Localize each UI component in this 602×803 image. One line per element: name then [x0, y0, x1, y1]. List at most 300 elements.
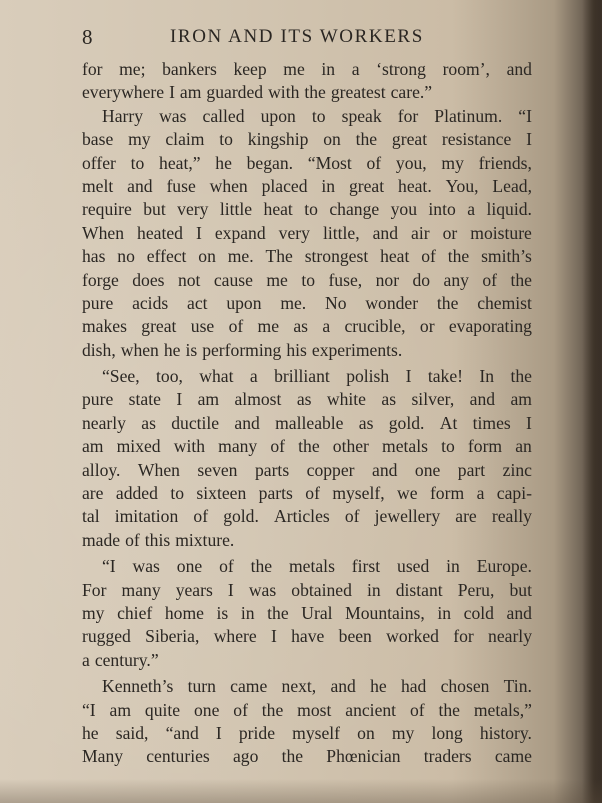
- word: for: [453, 626, 474, 647]
- word: Kenneth’s: [102, 676, 174, 697]
- word: “I: [518, 105, 532, 126]
- word: Mountains,: [345, 602, 425, 623]
- word: very: [177, 199, 209, 220]
- word: in: [321, 175, 336, 196]
- word: No: [325, 292, 347, 313]
- word: capi-: [496, 483, 532, 504]
- word: ago: [232, 746, 259, 767]
- word: am: [82, 436, 104, 457]
- text-line: [82, 152, 532, 175]
- word: chief: [117, 602, 153, 623]
- word: what: [199, 366, 234, 387]
- word: used: [397, 556, 430, 577]
- word: speak: [341, 105, 382, 126]
- word: seven: [197, 459, 238, 480]
- word: gold.: [388, 412, 425, 433]
- word: act: [187, 292, 208, 313]
- word: forge: [82, 269, 119, 290]
- word: imitation: [114, 506, 179, 527]
- word: ductile: [171, 412, 220, 433]
- word: kingship: [247, 129, 309, 150]
- word: me;: [119, 59, 146, 79]
- word: to: [301, 269, 315, 290]
- word: state: [128, 389, 161, 410]
- word: pride: [238, 722, 276, 743]
- word: greatest: [330, 82, 386, 103]
- word: chemist: [477, 292, 532, 313]
- text-line: [82, 315, 532, 338]
- word: the: [510, 366, 532, 387]
- word: as: [296, 389, 312, 410]
- word: keep: [233, 59, 267, 79]
- page-number: 8: [82, 25, 93, 49]
- word: when: [120, 339, 159, 360]
- word: Ural: [301, 602, 333, 623]
- word: to: [304, 199, 318, 220]
- word: At: [439, 412, 458, 433]
- text-line: [82, 339, 532, 362]
- word: am: [109, 699, 132, 720]
- word: mixture.: [175, 529, 235, 550]
- word: to: [219, 129, 233, 150]
- word: said,: [115, 722, 149, 743]
- word: and: [372, 222, 399, 243]
- word: great: [391, 129, 428, 150]
- text-line: [82, 412, 532, 435]
- word: guarded: [206, 82, 264, 103]
- word: and: [469, 389, 496, 410]
- word: my: [441, 152, 464, 173]
- word: silver,: [411, 389, 455, 410]
- word: was: [159, 105, 187, 126]
- word: I: [215, 722, 222, 743]
- text-line: [82, 175, 532, 198]
- word: polish: [346, 366, 390, 387]
- word: the: [281, 746, 304, 767]
- word: called: [202, 105, 245, 126]
- word: great: [348, 175, 385, 196]
- word: In: [479, 366, 495, 387]
- word: Peru,: [457, 579, 495, 600]
- word: with: [173, 436, 206, 457]
- word: claim: [165, 129, 205, 150]
- text-line: [82, 58, 532, 81]
- word: very: [278, 222, 310, 243]
- word: The: [265, 246, 293, 267]
- word: upon: [260, 105, 296, 126]
- word: long: [431, 722, 463, 743]
- word: you,: [395, 152, 427, 173]
- word: offer: [82, 152, 116, 173]
- word: are: [455, 506, 477, 527]
- word: really: [491, 506, 532, 527]
- word: one: [414, 459, 441, 480]
- word: does: [132, 269, 165, 290]
- word: years: [175, 579, 213, 600]
- word: the: [438, 699, 460, 720]
- word: I: [270, 626, 277, 647]
- word: effect: [146, 246, 187, 267]
- word: room’,: [442, 59, 490, 79]
- word: parts: [258, 483, 293, 504]
- word: are: [82, 483, 104, 504]
- page-bottom-shading: [0, 779, 602, 803]
- word: fuse: [166, 175, 196, 196]
- word: other: [332, 436, 369, 457]
- word: my: [82, 602, 105, 623]
- word: of: [344, 506, 360, 527]
- word: a: [351, 59, 360, 79]
- word: many: [121, 579, 161, 600]
- word: ancient: [345, 699, 397, 720]
- word: almost: [234, 389, 282, 410]
- word: “See,: [102, 366, 140, 387]
- word: obtained: [291, 579, 352, 600]
- word: but: [509, 579, 532, 600]
- word: When: [82, 222, 125, 243]
- text-line: [82, 625, 532, 648]
- word: began.: [246, 152, 294, 173]
- word: nor: [375, 269, 400, 290]
- word: this: [144, 529, 171, 550]
- word: am: [510, 389, 532, 410]
- word: of: [228, 316, 244, 337]
- word: care.”: [390, 82, 433, 103]
- word: came: [230, 676, 268, 697]
- word: my: [391, 722, 415, 743]
- word: Platinum.: [434, 105, 503, 126]
- word: to: [441, 436, 455, 457]
- word: crucible,: [344, 316, 406, 337]
- text-line: [82, 745, 532, 768]
- word: performing: [202, 339, 282, 360]
- text-line: [82, 292, 532, 315]
- word: When: [137, 459, 180, 480]
- text-line: [82, 222, 532, 245]
- word: parts: [254, 459, 290, 480]
- word: little,: [322, 222, 360, 243]
- word: pure: [82, 292, 114, 313]
- word: the: [261, 699, 284, 720]
- text-line: [82, 579, 532, 602]
- page-body-text: [82, 58, 532, 769]
- word: he: [215, 152, 232, 173]
- word: his: [286, 339, 307, 360]
- word: not: [177, 269, 201, 290]
- word: is: [216, 602, 229, 623]
- word: and: [372, 459, 398, 480]
- word: in: [446, 556, 460, 577]
- word: on: [198, 246, 216, 267]
- word: nearly: [82, 412, 126, 433]
- word: the: [510, 269, 532, 290]
- text-line: [82, 81, 532, 104]
- word: times: [472, 412, 511, 433]
- word: and: [330, 676, 356, 697]
- word: or: [442, 222, 458, 243]
- word: cause: [213, 269, 253, 290]
- text-line: [82, 435, 532, 458]
- word: me.: [227, 246, 254, 267]
- word: of: [219, 556, 234, 577]
- word: me: [257, 316, 280, 337]
- word: of: [233, 699, 248, 720]
- text-line: [82, 128, 532, 151]
- word: do: [412, 269, 431, 290]
- word: next,: [281, 676, 317, 697]
- word: heat.: [398, 175, 432, 196]
- word: heat: [263, 199, 293, 220]
- word: many: [218, 436, 258, 457]
- word: of: [482, 269, 498, 290]
- word: of: [409, 699, 425, 720]
- word: in: [366, 579, 381, 600]
- word: he: [370, 676, 387, 697]
- word: came: [494, 746, 532, 767]
- word: turn: [187, 676, 216, 697]
- word: or: [419, 316, 435, 337]
- word: traders: [423, 746, 472, 767]
- word: metals: [288, 556, 335, 577]
- word: tal: [82, 506, 100, 527]
- word: to: [311, 105, 326, 126]
- text-line: [82, 269, 532, 292]
- word: melt: [82, 175, 114, 196]
- word: myself: [292, 722, 341, 743]
- word: the: [355, 129, 378, 150]
- word: too,: [156, 366, 183, 387]
- word: makes: [82, 316, 127, 337]
- word: in: [321, 59, 336, 79]
- word: “Most: [307, 152, 352, 173]
- word: been: [338, 626, 372, 647]
- word: experiments.: [311, 339, 403, 360]
- text-line: [82, 245, 532, 268]
- word: metals,”: [473, 699, 532, 720]
- text-line: [82, 675, 532, 698]
- word: one: [176, 556, 203, 577]
- word: use: [190, 316, 215, 337]
- word: and: [127, 175, 153, 196]
- page-header: [0, 22, 602, 52]
- word: you: [390, 199, 417, 220]
- word: am: [179, 82, 202, 103]
- word: where: [213, 626, 257, 647]
- word: of: [125, 529, 140, 550]
- word: “I: [82, 699, 96, 720]
- word: take!: [427, 366, 464, 387]
- word: of: [421, 246, 436, 267]
- word: heat,”: [159, 152, 201, 173]
- word: a: [476, 483, 485, 504]
- text-line: [82, 505, 532, 528]
- word: history.: [479, 722, 532, 743]
- word: I: [526, 129, 532, 150]
- text-line: [82, 388, 532, 411]
- word: base: [82, 129, 114, 150]
- word: the: [304, 82, 326, 103]
- word: alloy.: [82, 459, 121, 480]
- word: You,: [445, 175, 479, 196]
- text-line: [82, 529, 532, 552]
- word: most: [297, 699, 332, 720]
- word: centuries: [146, 746, 210, 767]
- word: require: [82, 199, 132, 220]
- word: fuse,: [328, 269, 363, 290]
- word: metals: [382, 436, 428, 457]
- word: Articles: [274, 506, 330, 527]
- word: when: [209, 175, 248, 196]
- word: I: [169, 82, 175, 103]
- word: white: [326, 389, 366, 410]
- text-line: [82, 699, 532, 722]
- word: no: [117, 246, 135, 267]
- word: air: [411, 222, 430, 243]
- word: change: [329, 199, 380, 220]
- word: Harry: [102, 105, 144, 126]
- word: made: [82, 529, 121, 550]
- text-line: [82, 459, 532, 482]
- word: distant: [395, 579, 443, 600]
- word: expand: [214, 222, 266, 243]
- word: has: [82, 246, 106, 267]
- word: upon: [226, 292, 262, 313]
- word: I: [227, 579, 234, 600]
- word: as: [293, 316, 309, 337]
- word: Many: [82, 746, 124, 767]
- word: myself,: [332, 483, 385, 504]
- word: and: [234, 412, 260, 433]
- word: Siberia,: [145, 626, 200, 647]
- word: of: [193, 506, 209, 527]
- word: a: [322, 316, 331, 337]
- word: bankers: [162, 59, 217, 79]
- word: and: [506, 602, 532, 623]
- word: me: [266, 269, 288, 290]
- word: nearly: [488, 626, 532, 647]
- word: sixteen: [196, 483, 247, 504]
- word: chosen: [440, 676, 490, 697]
- word: evaporating: [448, 316, 532, 337]
- word: any: [443, 269, 469, 290]
- word: gold.: [223, 506, 259, 527]
- word: the: [250, 556, 273, 577]
- word: century.”: [94, 649, 159, 670]
- word: of: [305, 483, 320, 504]
- text-line: [82, 198, 532, 221]
- word: everywhere: [82, 82, 165, 103]
- word: strongest: [304, 246, 369, 267]
- word: form: [467, 436, 503, 457]
- word: copper: [306, 459, 355, 480]
- text-line: [82, 602, 532, 625]
- word: heat: [380, 246, 410, 267]
- word: my: [128, 129, 151, 150]
- word: have: [291, 626, 325, 647]
- text-line: [82, 555, 532, 578]
- word: in: [240, 602, 255, 623]
- word: pure: [82, 389, 114, 410]
- word: home: [164, 602, 204, 623]
- word: we: [397, 483, 418, 504]
- word: on: [357, 722, 375, 743]
- word: great: [141, 316, 177, 337]
- word: in: [437, 602, 452, 623]
- word: Europe.: [476, 556, 532, 577]
- word: to: [130, 152, 145, 173]
- word: Lead,: [492, 175, 532, 196]
- word: little: [219, 199, 253, 220]
- word: heated: [137, 222, 183, 243]
- word: mixed: [116, 436, 161, 457]
- word: had: [400, 676, 427, 697]
- word: Phœnician: [326, 746, 401, 767]
- word: into: [428, 199, 456, 220]
- word: on: [323, 129, 341, 150]
- word: as: [381, 389, 397, 410]
- word: form: [429, 483, 465, 504]
- word: to: [170, 483, 184, 504]
- word: jewellery: [374, 506, 441, 527]
- word: me.: [280, 292, 307, 313]
- word: “I: [102, 556, 116, 577]
- word: zinc: [502, 459, 532, 480]
- word: a: [467, 199, 476, 220]
- word: was: [248, 579, 277, 600]
- word: friends,: [478, 152, 532, 173]
- word: acids: [132, 292, 169, 313]
- word: part: [457, 459, 486, 480]
- word: the: [436, 292, 459, 313]
- text-line: [82, 722, 532, 745]
- word: wonder: [365, 292, 419, 313]
- word: but: [143, 199, 166, 220]
- word: with: [268, 82, 300, 103]
- word: Tin.: [503, 676, 532, 697]
- running-head: IRON AND ITS WORKERS: [170, 26, 424, 47]
- page-edge-shadow: [582, 0, 602, 803]
- word: brilliant: [274, 366, 330, 387]
- word: was: [132, 556, 160, 577]
- word: I: [526, 412, 532, 433]
- word: he: [82, 722, 99, 743]
- word: the: [267, 602, 289, 623]
- text-line: [82, 105, 532, 128]
- word: moisture: [470, 222, 532, 243]
- word: I: [195, 222, 202, 243]
- word: quite: [144, 699, 181, 720]
- word: as: [141, 412, 156, 433]
- word: resistance: [441, 129, 512, 150]
- word: of: [270, 436, 286, 457]
- text-line: [82, 649, 532, 672]
- word: first: [351, 556, 381, 577]
- word: a: [82, 649, 90, 670]
- word: dish,: [82, 339, 116, 360]
- word: malleable: [275, 412, 344, 433]
- word: For: [82, 579, 107, 600]
- word: of: [366, 152, 382, 173]
- word: I: [176, 389, 183, 410]
- text-line: [82, 482, 532, 505]
- word: one: [193, 699, 220, 720]
- word: is: [185, 339, 198, 360]
- word: I: [405, 366, 412, 387]
- word: the: [298, 436, 320, 457]
- word: for: [82, 59, 103, 79]
- word: worked: [386, 626, 439, 647]
- word: ‘strong: [376, 59, 426, 79]
